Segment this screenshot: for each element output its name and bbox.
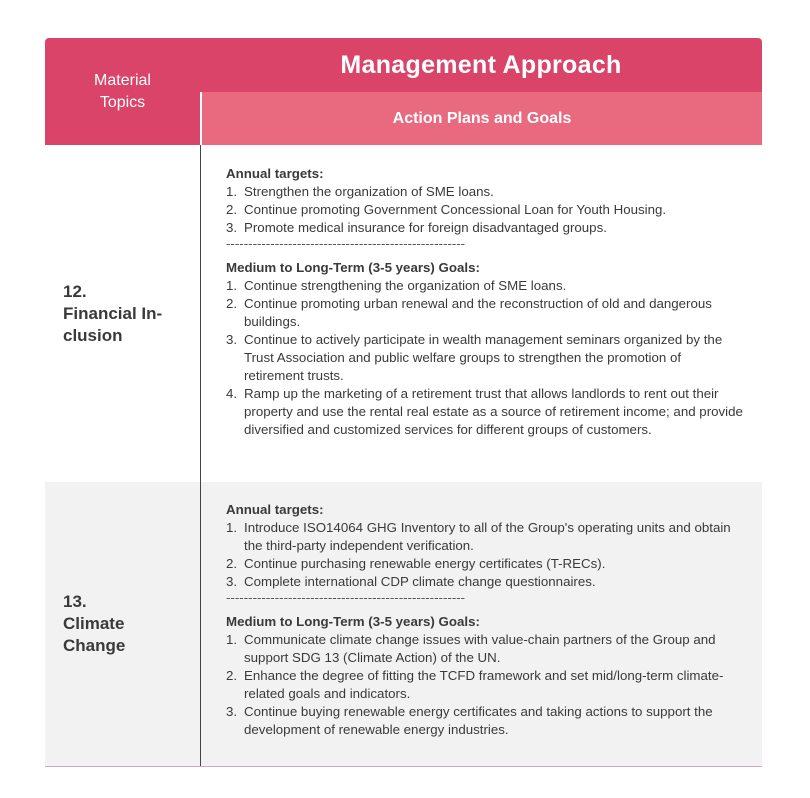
list-item: 3. Continue to actively participate in wealth management seminars organized by the Trust Association and public welfare groups to strengthen the promotion of retirement trusts.	[226, 332, 723, 383]
list-item: 1. Strengthen the organization of SME loans.	[226, 184, 494, 199]
list-item: 3. Complete international CDP climate change questionnaires.	[226, 574, 596, 589]
topic-name-line2: clusion	[63, 325, 123, 345]
annual-targets-title: Annual targets:	[226, 502, 324, 517]
medium-term-goals-title: Medium to Long-Term (3-5 years) Goals:	[226, 614, 480, 629]
list-item: 3. Promote medical insurance for foreign disadvantaged groups.	[226, 220, 607, 235]
material-topics-header	[45, 38, 200, 145]
list-item: 2. Continue promoting Government Concessional Loan for Youth Housing.	[226, 202, 667, 217]
list-item: 3. Continue buying renewable energy certificates and taking actions to support the development of renewable energy industries.	[226, 704, 713, 737]
list-item: 1. Introduce ISO14064 GHG Inventory to all of the Group's operating units and obtain the third-party independent verification.	[226, 520, 731, 553]
table-row-financial-inclusion	[45, 145, 762, 482]
list-item: 2. Enhance the degree of fitting the TCFD framework and set mid/long-term climate-related goals and indicators.	[226, 668, 724, 701]
list-item: 1. Communicate climate change issues with value-chain partners of the Group and support SDG 13 (Climate Action) of the UN.	[226, 632, 716, 665]
topic-cell	[45, 482, 200, 766]
annual-targets-title: Annual targets:	[226, 166, 324, 181]
list-item: 1. Continue strengthening the organization of SME loans.	[226, 278, 567, 293]
topic-number: 12.	[63, 281, 87, 301]
topic-name-line2: Change	[63, 636, 126, 655]
dashed-divider: ------------------------------------------------------	[226, 591, 466, 605]
list-item: 2. Continue promoting urban renewal and the reconstruction of old and dangerous buildings.	[226, 296, 712, 329]
goals-cell	[200, 482, 762, 766]
management-approach-header: Management Approach	[200, 38, 762, 92]
list-item: 4. Ramp up the marketing of a retirement trust that allows landlords to rent out their property and use the rental real estate as a source of retirement income; and provide diversified and customized services for different groups of customers.	[226, 386, 743, 437]
table-row-climate-change	[45, 482, 762, 767]
topic-cell	[45, 145, 200, 482]
topic-name-line1: Climate	[63, 614, 125, 633]
topic-number: 13.	[63, 592, 87, 611]
dashed-divider: ------------------------------------------------------	[226, 237, 466, 251]
medium-term-goals-title: Medium to Long-Term (3-5 years) Goals:	[226, 260, 480, 275]
material-topics-label: Material Topics	[94, 71, 151, 111]
action-plans-header: Action Plans and Goals	[200, 92, 762, 145]
management-approach-table	[45, 38, 762, 767]
goals-cell	[200, 145, 762, 482]
table-header	[45, 38, 762, 145]
list-item: 2. Continue purchasing renewable energy certificates (T-RECs).	[226, 556, 606, 571]
topic-name-line1: Financial In-	[63, 303, 163, 323]
